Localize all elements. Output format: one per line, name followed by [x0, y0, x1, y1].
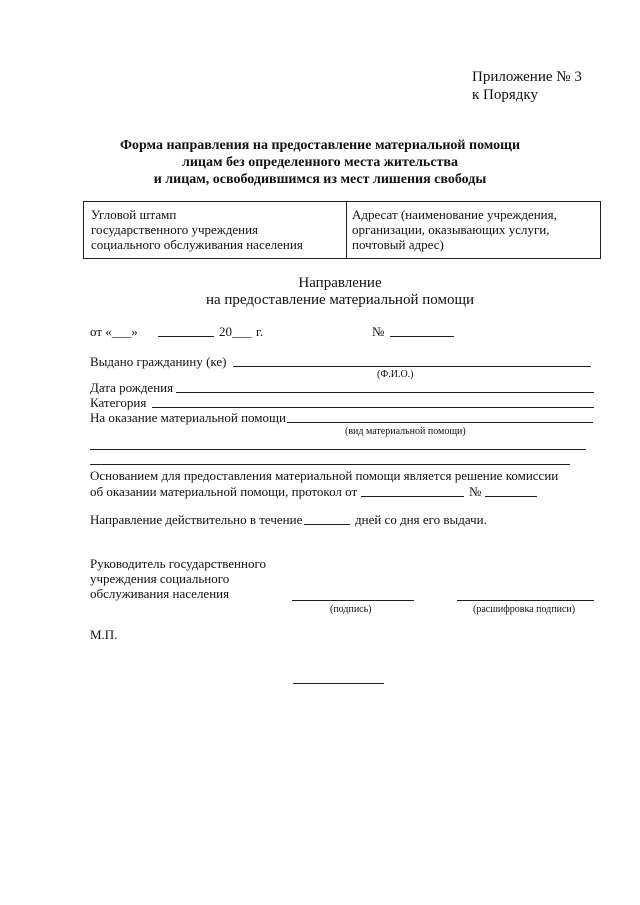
form-title-line-3: и лицам, освободившимся из мест лишения свободы	[153, 172, 487, 187]
assistance-hint: (вид материальной помощи)	[345, 426, 466, 437]
protocol-number-field[interactable]	[485, 496, 537, 497]
date-year-suffix: г.	[256, 324, 264, 339]
birth-date-label: Дата рождения	[90, 380, 174, 395]
addressee-label-3: почтовый адрес)	[352, 237, 444, 252]
signatory-title-1: Руководитель государственного	[90, 556, 266, 571]
protocol-date-field[interactable]	[361, 496, 464, 497]
addressee-label-2: организации, оказывающих услуги,	[352, 222, 550, 237]
issued-to-label: Выдано гражданину (ке)	[90, 354, 227, 369]
document-subheading: на предоставление материальной помощи	[205, 292, 475, 308]
assistance-label: На оказание материальной помощи	[90, 410, 286, 425]
signature-decode-field[interactable]	[457, 600, 594, 601]
corner-stamp-label-1: Угловой штамп	[91, 207, 177, 222]
validity-suffix: дней со дня его выдачи.	[355, 512, 487, 527]
corner-stamp-label-3: социального обслуживания населения	[91, 237, 303, 252]
document-heading: Направление	[298, 275, 382, 291]
category-label: Категория	[90, 395, 147, 410]
date-year: 20___	[219, 324, 252, 339]
bottom-rule	[293, 683, 384, 684]
form-title-line-1: Форма направления на предоставление материальной помощи	[119, 138, 521, 153]
stamp-label: М.П.	[90, 627, 118, 642]
signature-field[interactable]	[292, 600, 414, 601]
header-box-divider	[346, 201, 347, 259]
signature-hint: (подпись)	[330, 604, 372, 615]
assistance-continuation-line-2[interactable]	[90, 464, 570, 465]
assistance-continuation-line-1[interactable]	[90, 449, 586, 450]
validity-days-field[interactable]	[304, 524, 350, 525]
appendix-reference: к Порядку	[472, 87, 538, 103]
protocol-number-label: №	[469, 484, 482, 499]
assistance-field[interactable]	[287, 422, 593, 423]
issued-to-hint: (Ф.И.О.)	[377, 369, 414, 380]
signature-decode-hint: (расшифровка подписи)	[473, 604, 576, 615]
appendix-number: Приложение № 3	[472, 69, 582, 85]
number-label: №	[372, 324, 385, 339]
addressee-label-1: Адресат (наименование учреждения,	[352, 207, 557, 222]
birth-date-field[interactable]	[176, 392, 594, 393]
basis-line-2: об оказании материальной помощи, протокол от	[90, 484, 358, 499]
date-month-field[interactable]	[158, 336, 214, 337]
issued-to-field[interactable]	[233, 366, 591, 367]
form-title-line-2: лицам без определенного места жительства	[182, 155, 458, 170]
date-prefix: от «___»	[90, 324, 138, 339]
basis-line-1: Основанием для предоставления материальной помощи является решение комиссии	[90, 468, 559, 483]
corner-stamp-label-2: государственного учреждения	[91, 222, 259, 237]
signatory-title-3: обслуживания населения	[90, 586, 230, 601]
signatory-title-2: учреждения социального	[90, 571, 230, 586]
validity-prefix: Направление действительно в течение	[90, 512, 303, 527]
document-number-field[interactable]	[390, 336, 454, 337]
category-field[interactable]	[152, 407, 594, 408]
